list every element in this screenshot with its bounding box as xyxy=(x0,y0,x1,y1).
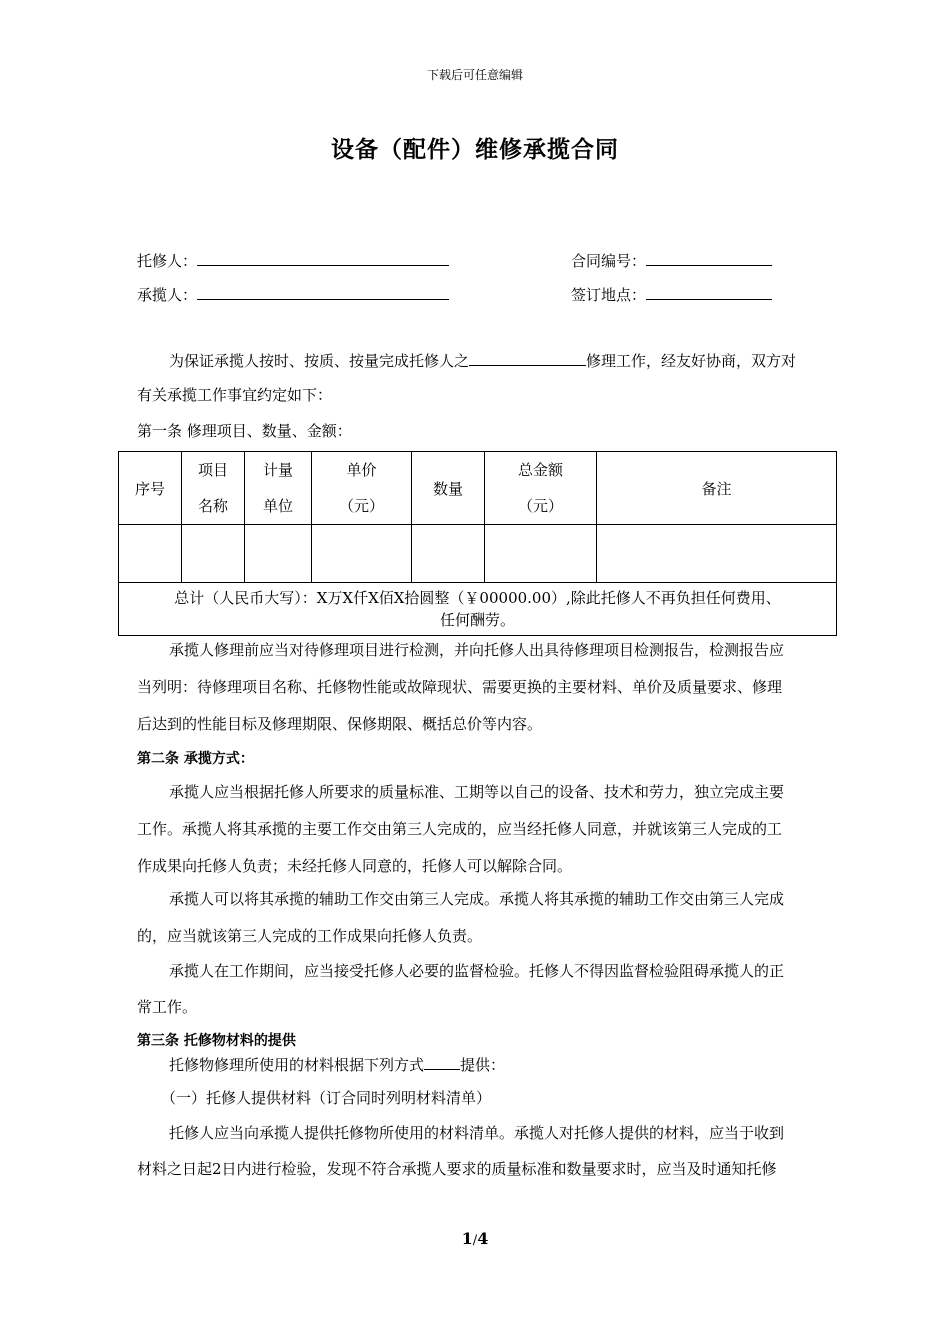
page-number xyxy=(0,1229,950,1248)
intro-text-b: 修理工作，经友好协商，双方对 xyxy=(586,352,797,370)
article3-p1 xyxy=(137,1055,859,1075)
client-field xyxy=(137,251,449,271)
intro-line-1 xyxy=(137,351,859,371)
header-quantity: 数量 xyxy=(412,452,485,525)
client-blank xyxy=(197,251,449,266)
table-header-row xyxy=(119,452,837,525)
article2-p3-l1: 承揽人在工作期间，应当接受托修人必要的监督检验。托修人不得因监督检验阻碍承揽人的正 xyxy=(169,962,785,980)
table-cell xyxy=(182,525,245,583)
article2-p1-l1: 承揽人应当根据托修人所要求的质量标准、工期等以自己的设备、技术和劳力，独立完成主要 xyxy=(169,783,785,801)
article3-p1-text-b: 提供： xyxy=(460,1056,506,1074)
article2-p3-l2: 常工作。 xyxy=(137,998,198,1016)
repair-items-table xyxy=(118,451,837,636)
total-line-2: 任何酬劳。 xyxy=(439,611,515,629)
table-cell xyxy=(412,525,485,583)
document-title: 设备（配件）维修承揽合同 xyxy=(331,137,619,163)
contract-no-label: 合同编号： xyxy=(571,252,647,270)
client-label: 托修人： xyxy=(137,252,198,270)
article2-p1-l3: 作成果向托修人负责；未经托修人同意的，托修人可以解除合同。 xyxy=(137,857,573,875)
sign-place-blank xyxy=(646,285,772,300)
article2-heading: 第二条 承揽方式： xyxy=(137,751,254,767)
inspection-para-l2: 当列明：待修理项目名称、托修物性能或故障现状、需要更换的主要材料、单价及质量要求、修理 xyxy=(137,678,783,696)
article3-item-1: （一）托修人提供材料（订合同时列明材料清单） xyxy=(161,1089,492,1107)
total-line-1: 总计（人民币大写）：X万X仟X佰X拾圆整（￥00000.00）,除此托修人不再负担任何费用、 xyxy=(174,589,781,607)
table-row xyxy=(119,525,837,583)
contract-no-blank xyxy=(646,251,772,266)
contractor-label: 承揽人： xyxy=(137,286,198,304)
header-unit: 计量 单位 xyxy=(245,452,312,525)
sign-place-label: 签订地点： xyxy=(571,286,647,304)
header-seq: 序号 xyxy=(119,452,182,525)
article1-heading: 第一条 修理项目、数量、金额： xyxy=(137,422,352,440)
material-method-blank xyxy=(424,1055,460,1070)
intro-line-2: 有关承揽工作事宜约定如下： xyxy=(137,386,333,404)
inspection-para-l3: 后达到的性能目标及修理期限、保修期限、概括总价等内容。 xyxy=(137,715,543,733)
table-cell xyxy=(597,525,837,583)
sign-place-field xyxy=(571,285,772,305)
header-total-amount: 总金额 （元） xyxy=(485,452,597,525)
intro-text-a: 为保证承揽人按时、按质、按量完成托修人之 xyxy=(169,352,470,370)
table-cell xyxy=(312,525,412,583)
article3-p2-l1: 托修人应当向承揽人提供托修物所使用的材料清单。承揽人对托修人提供的材料，应当于收到 xyxy=(169,1124,785,1142)
table-cell xyxy=(119,525,182,583)
header-remark: 备注 xyxy=(597,452,837,525)
total-cell xyxy=(119,583,837,636)
article3-heading: 第三条 托修物材料的提供 xyxy=(137,1033,296,1049)
contractor-field xyxy=(137,285,449,305)
table-cell xyxy=(245,525,312,583)
header-item-name: 项目 名称 xyxy=(182,452,245,525)
table-cell xyxy=(485,525,597,583)
header-unit-price: 单价 （元） xyxy=(312,452,412,525)
article2-p1-l2: 工作。承揽人将其承揽的主要工作交由第三人完成的，应当经托修人同意，并就该第三人完成的工 xyxy=(137,820,783,838)
page-current: 1 xyxy=(461,1229,473,1248)
page-separator: / xyxy=(472,1233,478,1248)
table-total-row xyxy=(119,583,837,636)
header-note: 下载后可任意编辑 xyxy=(426,68,523,82)
page-total: 4 xyxy=(477,1229,489,1248)
article2-p2-l2: 的，应当就该第三人完成的工作成果向托修人负责。 xyxy=(137,927,483,945)
article2-p2-l1: 承揽人可以将其承揽的辅助工作交由第三人完成。承揽人将其承揽的辅助工作交由第三人完成 xyxy=(169,890,785,908)
intro-blank xyxy=(469,351,586,366)
article3-p2-l2: 材料之日起2日内进行检验，发现不符合承揽人要求的质量标准和数量要求时，应当及时通知托修 xyxy=(137,1160,777,1178)
contract-no-field xyxy=(571,251,772,271)
inspection-para-l1: 承揽人修理前应当对待修理项目进行检测，并向托修人出具待修理项目检测报告，检测报告应 xyxy=(169,641,785,659)
contractor-blank xyxy=(197,285,449,300)
article3-p1-text-a: 托修物修理所使用的材料根据下列方式 xyxy=(169,1056,425,1074)
